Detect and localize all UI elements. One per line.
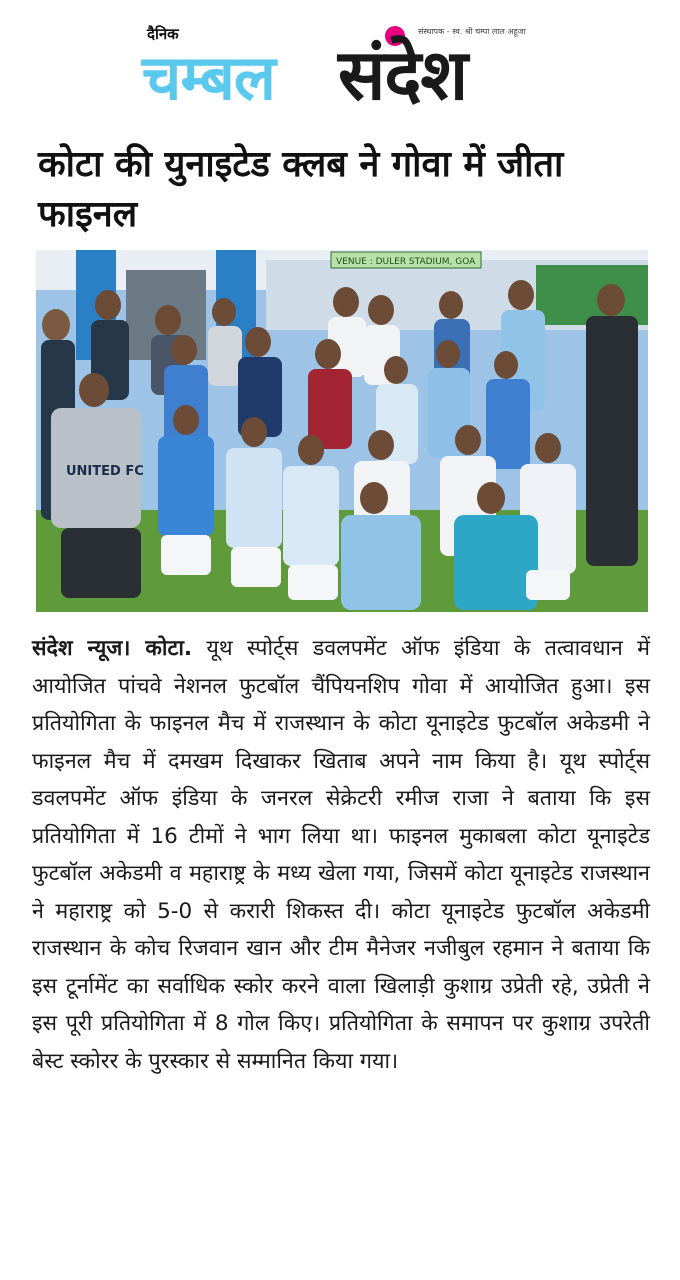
venue-banner-text: VENUE : DULER STADIUM, GOA bbox=[336, 257, 476, 267]
masthead-prefix: दैनिक bbox=[147, 25, 179, 43]
newspaper-masthead bbox=[0, 0, 680, 130]
article-body bbox=[32, 630, 650, 1080]
article-headline: कोटा की युनाइटेड क्लब ने गोवा में जीता फाइनल bbox=[38, 144, 564, 235]
masthead-tagline: संस्थापक - स्व. श्री चम्पा लाल अहूजा bbox=[418, 27, 526, 36]
article-dateline: संदेश न्यूज। कोटा. bbox=[32, 636, 193, 661]
masthead-name-part2: संदेश bbox=[338, 34, 468, 116]
team-photo bbox=[36, 250, 648, 612]
article-body-text: यूथ स्पोर्ट्स डवलपमेंट ऑफ इंडिया के तत्वावधान में आयोजित पांचवे नेशनल फुटबॉल चैंपियनशिप गोवा में आयोजित हुआ। इस प्रतियोगिता के फाइनल मैच में राजस्थान के कोटा यूनाइटेड फुटबॉल अकेडमी ने फाइनल मैच में दमखम दिखाकर खिताब अपने नाम किया है। यूथ स्पोर्ट्स डवलपमेंट ऑफ इंडिया के जनरल सेक्रेटरी रमीज राजा ने बताया कि इस प्रतियोगिता में 16 टीमों ने भाग लिया था। फाइनल मुकाबला कोटा यूनाइटेड फुटबॉल अकेडमी व महाराष्ट्र के मध्य खेला गया, जिसमें कोटा यूनाइटेड राजस्थान ने महाराष्ट्र को 5-0 से करारी शिकस्त दी। कोटा यूनाइटेड फुटबॉल अकेडमी राजस्थान के कोच रिजवान खान और टीम मैनेजर नजीबुल रहमान ने बताया कि इस टूर्नामेंट का सर्वाधिक स्कोर करने वाला खिलाड़ी कुशाग्र उप्रेती रहे, उप्रेती ने इस पूरी प्रतियोगिता में 8 गोल किए। प्रतियोगिता के समापन पर कुशाग्र उपरेती बेस्ट स्कोरर के पुरस्कार से सम्मानित किया गया। bbox=[32, 636, 650, 1074]
jersey-text: UNITED FC bbox=[66, 464, 144, 479]
masthead-name-part1: चम्बल bbox=[142, 41, 275, 114]
